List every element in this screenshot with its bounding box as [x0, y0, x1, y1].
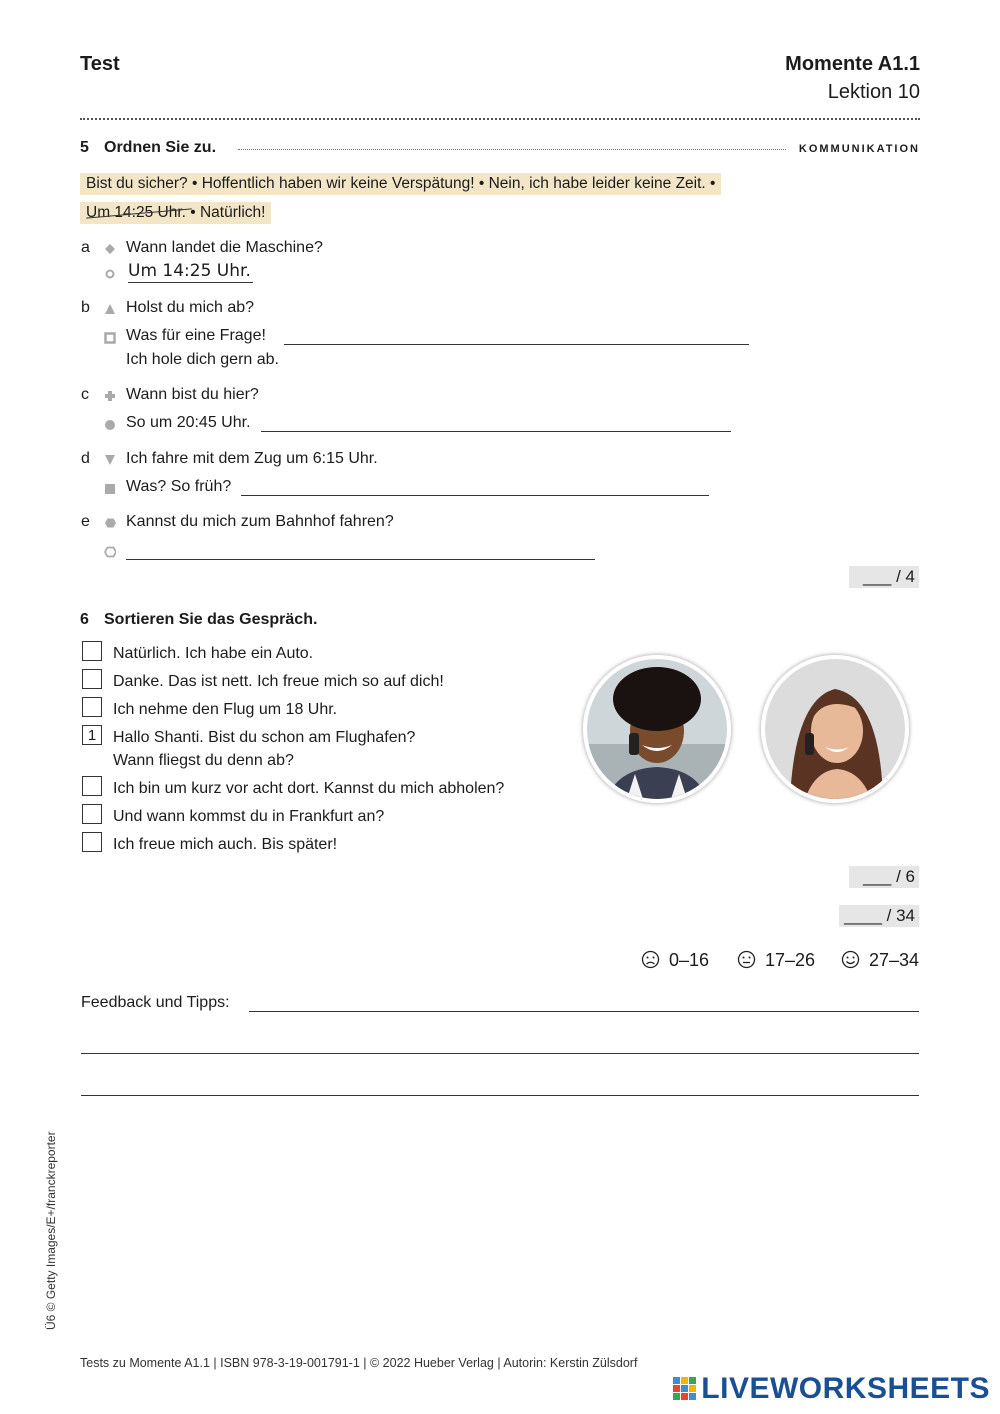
exercise5-score[interactable]: ___ / 4 — [849, 566, 919, 588]
triangle-down-icon — [104, 454, 116, 466]
exercise6-title — [80, 611, 317, 629]
total-score[interactable]: ____ / 34 — [839, 905, 919, 927]
item-c-answer-line[interactable] — [261, 431, 731, 432]
order-box[interactable] — [82, 697, 102, 717]
exercise5-number: 5 — [80, 139, 89, 156]
dialogue-line: Ich nehme den Flug um 18 Uhr. — [113, 701, 338, 718]
dialogue-line: Und wann kommst du in Frankfurt an? — [113, 808, 385, 825]
order-box[interactable]: 1 — [82, 725, 102, 745]
item-c-answer-start: So um 20:45 Uhr. — [126, 414, 251, 431]
item-b-answer-line[interactable] — [284, 344, 749, 345]
circle-icon — [104, 419, 116, 431]
word-bank-rest: • Natürlich! — [185, 204, 266, 221]
feedback-line-3[interactable] — [81, 1095, 919, 1096]
ring-icon — [104, 268, 116, 280]
item-a-question: Wann landet die Maschine? — [126, 239, 323, 256]
liveworksheets-logo — [673, 1372, 990, 1406]
header-divider — [80, 118, 920, 120]
sad-face-icon — [641, 950, 660, 974]
feedback-line-1[interactable] — [249, 1011, 919, 1012]
item-e-letter: e — [81, 513, 90, 530]
item-e-answer-line[interactable] — [126, 559, 595, 560]
item-c-question: Wann bist du hier? — [126, 386, 259, 403]
dialogue-line: Ich freue mich auch. Bis später! — [113, 836, 338, 853]
exercise6-number: 6 — [80, 611, 89, 628]
word-bank-struck-item: Um 14:25 Uhr. — [86, 204, 186, 221]
item-b-letter: b — [81, 299, 90, 316]
item-d-answer-line[interactable] — [241, 495, 709, 496]
item-a-answer[interactable]: Um 14:25 Uhr. — [128, 261, 251, 281]
neutral-face-icon — [737, 950, 756, 974]
order-box[interactable] — [82, 669, 102, 689]
word-bank-line-1: Bist du sicher? • Hoffentlich haben wir keine Verspätung! • Nein, ich habe leider keine Zeit. • — [80, 173, 721, 195]
rating-range-low: 0–16 — [669, 950, 710, 970]
photo-woman-on-phone — [761, 655, 909, 803]
happy-face-icon — [841, 950, 860, 974]
liveworksheets-logo-icon — [673, 1377, 697, 1401]
exercise6-score[interactable]: ___ / 6 — [849, 866, 919, 888]
header-book-title: Momente A1.1 — [785, 53, 920, 75]
square-icon — [104, 483, 116, 495]
liveworksheets-logo-text: LIVEWORKSHEETS — [701, 1372, 990, 1405]
hexagon-outline-icon — [104, 546, 116, 558]
photo-credit: Ü6 © Getty Images/E+/franckreporter — [44, 1131, 58, 1330]
rating-range-high: 27–34 — [869, 950, 920, 970]
order-box[interactable] — [82, 776, 102, 796]
photo-man-on-phone — [583, 655, 731, 803]
order-box[interactable] — [82, 832, 102, 852]
feedback-label: Feedback und Tipps: — [81, 994, 230, 1011]
exercise5-title-text: Ordnen Sie zu. — [104, 139, 217, 156]
item-b-answer-continued: Ich hole dich gern ab. — [126, 351, 279, 368]
header-test-label: Test — [80, 53, 120, 75]
order-box[interactable] — [82, 804, 102, 824]
exercise5-category: KOMMUNIKATION — [798, 143, 920, 155]
item-d-answer-start: Was? So früh? — [126, 478, 232, 495]
item-a-letter: a — [81, 239, 90, 256]
footer-publication-info: Tests zu Momente A1.1 | ISBN 978-3-19-001791-1 | © 2022 Hueber Verlag | Autorin: Kerstin Zülsdorf — [80, 1356, 638, 1370]
dialogue-line: Natürlich. Ich habe ein Auto. — [113, 645, 314, 662]
dialogue-line: Danke. Das ist nett. Ich freue mich so auf dich! — [113, 673, 444, 690]
rating-range-mid: 17–26 — [765, 950, 816, 970]
exercise5-dotted-rule — [238, 149, 786, 150]
header-lesson: Lektion 10 — [827, 81, 920, 103]
order-box[interactable] — [82, 641, 102, 661]
hexagon-icon — [104, 517, 116, 529]
item-b-answer-start: Was für eine Frage! — [126, 327, 266, 344]
dialogue-line: Ich bin um kurz vor acht dort. Kannst du mich abholen? — [113, 780, 505, 797]
diamond-icon — [104, 243, 116, 255]
exercise5-title — [80, 139, 216, 157]
exercise6-title-text: Sortieren Sie das Gespräch. — [104, 611, 318, 628]
triangle-up-icon — [104, 303, 116, 315]
cross-icon — [104, 390, 116, 402]
dialogue-line-continued: Wann fliegst du denn ab? — [113, 752, 294, 769]
item-b-question: Holst du mich ab? — [126, 299, 255, 316]
word-bank-line-2 — [80, 202, 271, 224]
square-outline-icon — [104, 332, 116, 344]
item-d-letter: d — [81, 450, 90, 467]
item-d-question: Ich fahre mit dem Zug um 6:15 Uhr. — [126, 450, 378, 467]
feedback-line-2[interactable] — [81, 1053, 919, 1054]
item-e-question: Kannst du mich zum Bahnhof fahren? — [126, 513, 394, 530]
dialogue-line: Hallo Shanti. Bist du schon am Flughafen? — [113, 729, 416, 746]
item-c-letter: c — [81, 386, 89, 403]
